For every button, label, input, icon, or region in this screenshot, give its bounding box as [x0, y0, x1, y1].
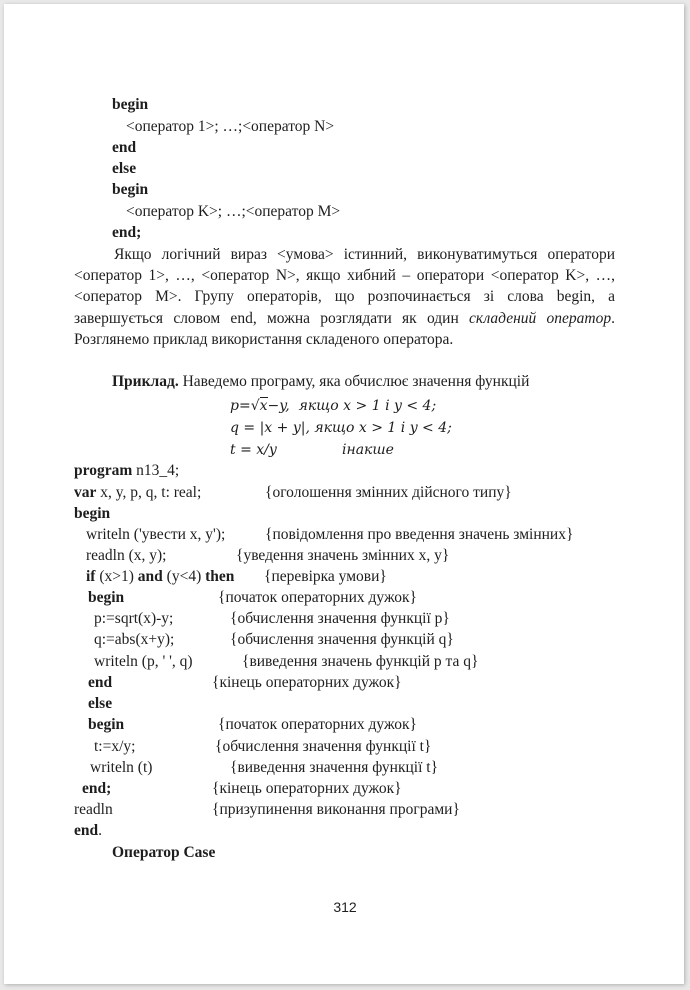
- code-comment: {перевірка умови}: [264, 568, 387, 585]
- code-keyword: end: [88, 674, 113, 691]
- sqrt-sign-icon: √: [250, 398, 260, 414]
- code-keyword: if: [86, 568, 96, 585]
- formula-t: t = x/y: [230, 442, 277, 458]
- code-comment: {обчислення значення функції p}: [230, 610, 450, 627]
- code-line: p:=sqrt(x)-y;: [94, 610, 174, 627]
- code-text: .: [98, 822, 102, 839]
- code-line: [74, 461, 179, 481]
- example-text: Наведемо програму, яка обчислює значення функцій: [178, 373, 530, 390]
- code-line: writeln (t): [90, 759, 153, 776]
- code-keyword: begin: [74, 505, 111, 522]
- syntax-line: begin: [112, 96, 149, 113]
- code-comment: {виведення значень функцій p та q}: [242, 653, 479, 670]
- syntax-line: <оператор 1>; …;<оператор N>: [126, 118, 335, 135]
- code-line: writeln ('увести x, y');: [86, 526, 226, 543]
- code-keyword: else: [88, 695, 113, 712]
- code-keyword: end;: [82, 780, 112, 797]
- code-line: readln: [74, 801, 113, 818]
- section-heading: Оператор Case: [112, 844, 216, 861]
- code-keyword: end: [74, 822, 99, 839]
- syntax-line: <оператор K>; …;<оператор M>: [126, 203, 341, 220]
- code-comment: {кінець операторних дужок}: [212, 674, 402, 691]
- code-line: readln (x, y);: [86, 547, 167, 564]
- syntax-line: end: [112, 139, 137, 156]
- code-comment: {уведення значень змінних x, y}: [236, 547, 450, 564]
- code-comment: {початок операторних дужок}: [218, 589, 417, 606]
- code-text: (y<4): [162, 568, 206, 585]
- code-line: writeln (p, ' ', q): [94, 653, 193, 670]
- paragraph-text: Якщо логічний вираз <умова> істинний, виконуватимуться оператори <оператор 1>, …, <оператор N>, якщо хибний – оператори <оператор K>, …, <оператор M>. Групу операторів, що розпочинається зі слова begin, а завершується словом end, можна розглядати як один: [74, 246, 615, 327]
- code-comment: {обчислення значення функцій q}: [230, 631, 454, 648]
- code-keyword: begin: [88, 716, 125, 733]
- code-comment: {призупинення виконання програми}: [212, 801, 460, 818]
- code-comment: {початок операторних дужок}: [218, 716, 417, 733]
- code-comment: {обчислення значення функції t}: [215, 738, 432, 755]
- paragraph-term: складений оператор: [469, 309, 612, 327]
- code-text: (x>1): [95, 568, 138, 585]
- syntax-line: end;: [112, 224, 142, 241]
- body-paragraph: [74, 244, 615, 350]
- code-keyword: var: [74, 484, 97, 501]
- formula-q: q = |x + y|, якщо x > 1 і y < 4;: [230, 420, 452, 436]
- code-line: [74, 821, 102, 841]
- code-comment: {повідомлення про введення значень змінних}: [265, 526, 574, 543]
- code-keyword: and: [137, 568, 163, 585]
- example-intro: [112, 372, 529, 392]
- code-line: [86, 567, 234, 587]
- formula-p: [230, 396, 436, 416]
- code-keyword: program: [74, 462, 133, 479]
- formula-part: −y, якщо x > 1 і y < 4;: [267, 398, 437, 414]
- syntax-line: else: [112, 160, 137, 177]
- formula-radicand: x: [259, 398, 268, 414]
- code-keyword: then: [205, 568, 235, 585]
- code-keyword: begin: [88, 589, 125, 606]
- code-text: x, y, p, q, t: real;: [96, 484, 202, 501]
- syntax-line: begin: [112, 181, 149, 198]
- page-number: 312: [333, 899, 357, 915]
- code-line: [74, 483, 201, 503]
- code-line: t:=x/y;: [94, 738, 136, 755]
- code-comment: {виведення значення функції t}: [230, 759, 439, 776]
- code-comment: {оголошення змінних дійсного типу}: [265, 484, 512, 501]
- formula-t-condition: інакше: [342, 442, 394, 458]
- code-text: n13_4;: [132, 462, 180, 479]
- formula-part: p=: [230, 398, 251, 414]
- paragraph-text: . Розглянемо приклад використання складеного оператора.: [74, 309, 616, 348]
- example-label: Приклад.: [112, 373, 179, 390]
- code-line: q:=abs(x+y);: [94, 631, 175, 648]
- code-comment: {кінець операторних дужок}: [212, 780, 402, 797]
